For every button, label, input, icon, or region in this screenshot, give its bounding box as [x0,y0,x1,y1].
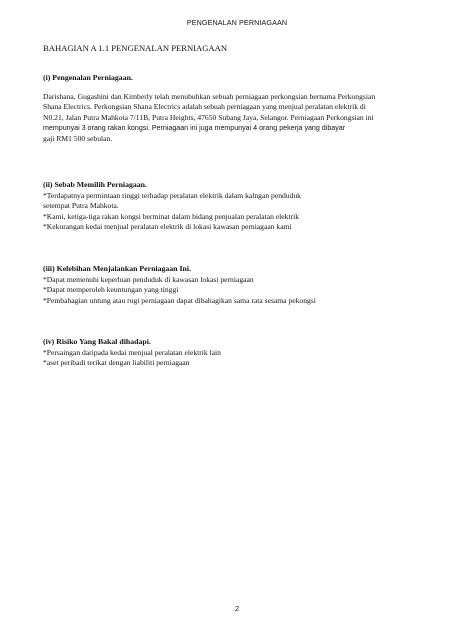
page-header: PENGENALAN PERNIAGAAN [186,18,288,27]
list-item: *Dapat memperoleh keuntungan yang tinggi [43,285,179,295]
paragraph-line: Shana Electrics. Perkongsian Shana Electrics adalah sebuah perniagaan yang menjual peralatan elektrik di [43,102,366,112]
list-item: *aset peribadi terikat dengan liabiliti perniagaan [43,358,190,368]
section-sebab-memilih [43,180,468,233]
list-item: *Kekurangan kedai menjual peralatan elektrik di lokasi kawasan perniagaan kami [43,222,292,232]
paragraph-line: mempunyai 3 orang rakan kongsi. Perniagaan ini juga mempunyai 4 orang pekerja yang dibayar [43,124,346,133]
paragraph-line: Darishana, Gugashini dan Kimberly telah menubuhkan sebuah perniagaan perkongsian bernama Perkongsian [43,91,376,101]
section-heading: (iii) Kelebihan Menjalankan Perniagaan Ini. [43,264,191,273]
paragraph-line: N0.21, Jalan Putra Mahkota 7/11B, Putra Heights, 47650 Subang Jaya, Selangor. Perniagaan Perkongsian ini [43,112,374,122]
section-kelebihan [43,264,468,306]
list-item: *Dapat memenuhi keperluan penduduk di kawasan lokasi perniagaan [43,274,254,284]
section-heading: (iv) Risiko Yang Bakal dihadapi. [43,337,151,346]
section-risiko [43,337,468,369]
list-item: *Pembahagian untung atau rugi perniagaan dapat dibahagikan sama rata sesama pekongsi [43,295,316,305]
section-pengenalan [43,73,468,145]
list-item: setempat Putra Mahkota. [43,201,119,211]
list-item: *Terdapatnya permintaan tinggi terhadap peralatan elektrik dalam kalngan penduduk [43,190,301,200]
paragraph-line: gaji RM1 500 sebulan. [43,133,113,143]
list-item: *Persaingan daripada kedai menjual peralatan elektrik lain [43,347,221,357]
section-heading: (i) Pengenalan Perniagaan. [43,73,133,82]
section-heading: (ii) Sebab Memilih Perniagaan. [43,180,147,189]
page-number: 2 [235,604,239,613]
list-item: *Kami, ketiga-tiga rakan kongsi berminat dalam bidang penjualan peralatan elektrik [43,211,299,221]
section-title: BAHAGIAN A 1.1 PENGENALAN PERNIAGAAN [43,43,228,53]
